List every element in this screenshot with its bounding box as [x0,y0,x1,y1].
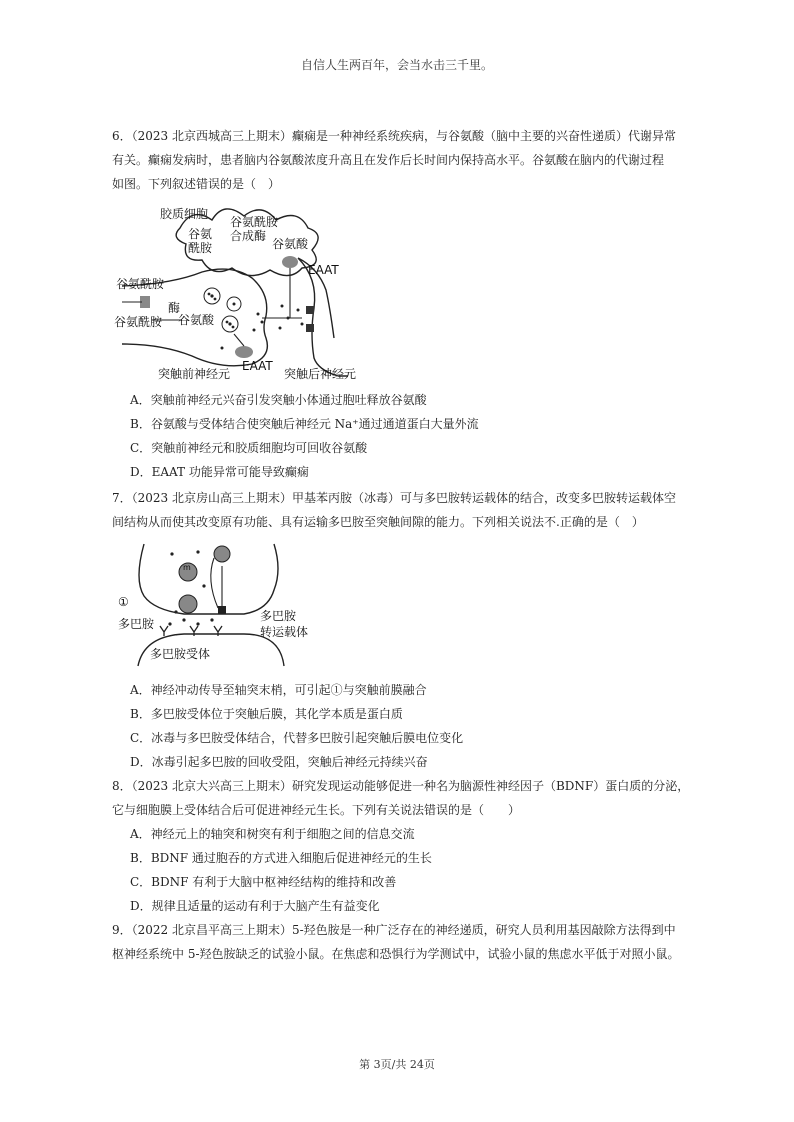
question-9 [112,918,696,966]
question-8-options [130,824,690,920]
gln-label-top-2: 酰胺 [188,241,213,255]
eaat-label-bottom: EAAT [242,359,273,373]
gln-label-top: 谷氨 [188,227,213,241]
question-7-options [130,680,690,776]
question-text-line: 如图。下列叙述错误的是（ ） [112,177,281,191]
glu-label-mid: 谷氨酸 [178,313,215,327]
question-6-options [130,390,690,486]
vesicle-1 [179,595,197,613]
question-text-line: 它与细胞膜上受体结合后可促进神经元生长。下列有关说法错误的是（ ） [112,803,521,817]
page-header-motto: 自信人生两百年，会当水击三千里。 [300,58,493,72]
page-number: 第 3页/共 24页 [359,1058,435,1071]
question-7 [112,486,696,534]
option-a[interactable]: A．神经冲动传导至轴突末梢，可引起①与突触前膜融合 [130,683,427,697]
option-c[interactable]: C．BDNF 有利于大脑中枢神经结构的维持和改善 [130,875,397,889]
synthase-label: 谷氨酰胺 [230,215,279,229]
question-text-line: 6．（2023 北京西城高三上期末）癫痫是一种神经系统疾病，与谷氨酸（脑中主要的兴奋性递质）代谢异常 [112,129,676,143]
eaat-transporter-bottom [235,346,253,358]
presynaptic-terminal [139,544,278,614]
eaat-label-top: EAAT [308,263,339,277]
option-b[interactable]: B．谷氨酸与受体结合使突触后神经元 Na⁺通过通道蛋白大量外流 [130,417,479,431]
receptor [306,306,314,314]
option-d[interactable]: D．冰毒引起多巴胺的回收受阻，突触后神经元持续兴奋 [130,755,428,769]
question-text-line: 间结构从而使其改变原有功能、具有运输多巴胺至突触间隙的能力。下列相关说法不.正确的是（ ） [112,515,644,529]
gln-label-mid: 谷氨酰胺 [116,277,165,291]
glial-cell-label: 胶质细胞 [160,207,209,221]
synthase-label-2: 合成酶 [230,229,267,243]
question-text-line: 9．（2022 北京昌平高三上期末）5-羟色胺是一种广泛存在的神经递质，研究人员利用基因敲除方法得到中 [112,923,676,937]
option-d[interactable]: D．规律且适量的运动有利于大脑产生有益变化 [130,899,380,913]
transporter [218,606,226,614]
presynaptic-label: 突触前神经元 [158,367,231,381]
transporter-label: 多巴胺 [260,609,297,623]
dopamine-synapse-figure [114,540,334,674]
option-c[interactable]: C．冰毒与多巴胺受体结合，代替多巴胺引起突触后膜电位变化 [130,731,464,745]
transporter-label-2: 转运载体 [260,625,309,639]
receptor [306,324,314,332]
option-a[interactable]: A．突触前神经元兴奋引发突触小体通过胞吐释放谷氨酸 [130,393,427,407]
gln-label-low: 谷氨酰胺 [114,315,163,329]
question-text-line: 有关。癫痫发病时，患者脑内谷氨酸浓度升高且在发作后长时间内保持高水平。谷氨酸在脑内的代谢过程 [112,153,665,167]
option-a[interactable]: A．神经元上的轴突和树突有利于细胞之间的信息交流 [130,827,415,841]
svg-text:m: m [183,563,191,572]
glu-label-top: 谷氨酸 [272,237,309,251]
question-8 [112,774,696,822]
option-c[interactable]: C．突触前神经元和胶质细胞均可回收谷氨酸 [130,441,368,455]
glutamate-metabolism-figure [112,198,362,384]
vesicle [214,546,230,562]
enzyme-label: 酶 [168,301,181,315]
question-text-line: 7．（2023 北京房山高三上期末）甲基苯丙胺（冰毒）可与多巴胺转运载体的结合，改变多巴胺转运载体空 [112,491,676,505]
marker-1-label: ① [118,595,129,609]
option-d[interactable]: D．EAAT 功能异常可能导致癫痫 [130,465,309,479]
option-b[interactable]: B．多巴胺受体位于突触后膜，其化学本质是蛋白质 [130,707,403,721]
question-6 [112,124,696,196]
receptor-label: 多巴胺受体 [150,647,211,661]
eaat-transporter-top [282,256,298,268]
question-text-line: 枢神经系统中 5-羟色胺缺乏的试验小鼠。在焦虑和恐惧行为学测试中，试验小鼠的焦虑水平低于对照小鼠。 [112,947,680,961]
question-text-line: 8．（2023 北京大兴高三上期末）研究发现运动能够促进一种名为脑源性神经因子（BDNF）蛋白质的分泌， [112,779,690,793]
option-b[interactable]: B．BDNF 通过胞吞的方式进入细胞后促进神经元的生长 [130,851,432,865]
dopamine-label: 多巴胺 [118,617,155,631]
postsynaptic-label: 突触后神经元 [284,367,357,381]
